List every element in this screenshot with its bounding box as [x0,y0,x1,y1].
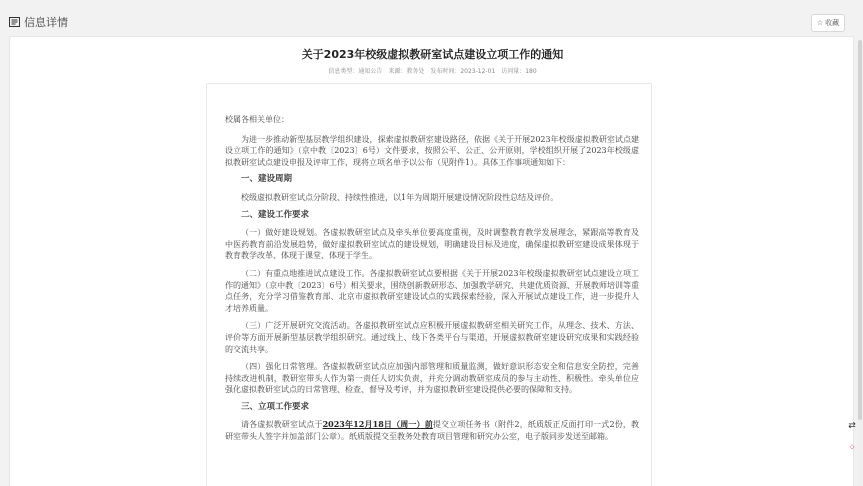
document-icon [9,17,20,27]
dots-icon[interactable]: ⁘ [848,443,856,453]
paragraph-period: 校级虚拟教研室试点分阶段、持续性推进，以1年为周期开展建设情况阶段性总结及评价。 [241,192,559,202]
detail-card [9,36,854,486]
document-paper [206,83,652,486]
translate-icon[interactable]: ⇄ [848,421,856,431]
header-title-group [9,14,68,30]
meta-date: 发布时间：2023-12-01 [430,68,496,75]
top-bar [0,0,863,40]
paragraph-req-2: （二）有重点地推进试点建设工作。各虚拟教研室试点要根据《关于开展2023年校级虚拟教研室试点建设立项工作的通知》（京中教〔2023〕6号）相关要求，围绕创新教研形态、加强教学研究、共建优质资源、开展教师培训等重点任务，充分学习借鉴教育部、北京市虚拟教研室建设试点的实践探索经验，深入开展试点建设工作，进一步提升人才培养质量。 [225,268,639,313]
star-icon: ☆ [816,19,824,27]
deadline-date: 2023年12月18日（周一）前 [322,419,433,430]
heading-2: 二、建设工作要求 [241,209,310,220]
paragraph-req-3: （三）广泛开展研究交流活动。各虚拟教研室试点应积极开展虚拟教研室相关研究工作，从理念、技术、方法、评价等方面开展新型基层教学组织研究。通过线上、线下各类平台与渠道，开展虚拟教研室建设研究成果和实践经验的交流共享。 [225,321,639,354]
meta-views: 访问量：180 [501,68,537,75]
meta-type: 信息类型：通知公告 [328,68,383,75]
submit-pre: 请各虚拟教研室试点于 [241,420,323,430]
heading-3: 三、立项工作要求 [241,401,310,412]
favorite-label: 收藏 [825,19,840,27]
favorite-button[interactable] [811,14,845,32]
paragraph-submit [225,419,639,442]
notice-title: 关于2023年校级虚拟教研室试点建设立项工作的通知 [301,48,564,61]
notice-meta [10,66,855,75]
paragraph-req-4: （四）强化日常管理。各虚拟教研室试点应加强内部管理和质量监测，做好意识形态安全和信息安全防控，完善持续改进机制，教研室带头人作为第一责任人切实负责，并充分调动教研室成员的参与主动性、积极性。牵头单位应强化虚拟教研室试点的日常管理、检查、督导及考评，并为虚拟教研室建设提供必要的保障和支持。 [225,362,639,395]
paragraph-intro: 为进一步推动新型基层教学组织建设，探索虚拟教研室建设路径，依据《关于开展2023年校级虚拟教研室试点建设立项工作的通知》（京中教〔2023〕6号）文件要求，按照公平、公正、公开原则，学校组织开展了2023年校级虚拟教研室试点建设申报及评审工作，现将立项名单予以公布（见附件1）。具体工作事项通知如下： [225,134,639,167]
scrollbar-thumb[interactable] [858,40,862,420]
floating-tools [846,420,860,464]
heading-1: 一、建设周期 [241,174,293,185]
page-title: 信息详情 [24,16,68,29]
meta-source: 来源：教务处 [388,68,425,75]
paragraph-req-1: （一）做好建设规划。各虚拟教研室试点及牵头单位要高度重视，及时调整教育教学发展理念，紧跟高等教育及中医药教育前沿发展趋势，做好虚拟教研室试点的建设规划，明确建设目标及进度，确保虚拟教研室建设成果体现于教育教学改革、体现于课堂、体现于学生。 [225,228,639,261]
document-content [225,114,639,449]
salutation: 校属各相关单位： [225,115,289,124]
submit-post: 提交立项任务书（附件2，纸质版正反面打印一式2份，教研室带头人签字并加盖部门公章）。纸质版提交至教务处教育项目管理和研究办公室，电子版同步发送至邮箱。 [225,420,640,442]
